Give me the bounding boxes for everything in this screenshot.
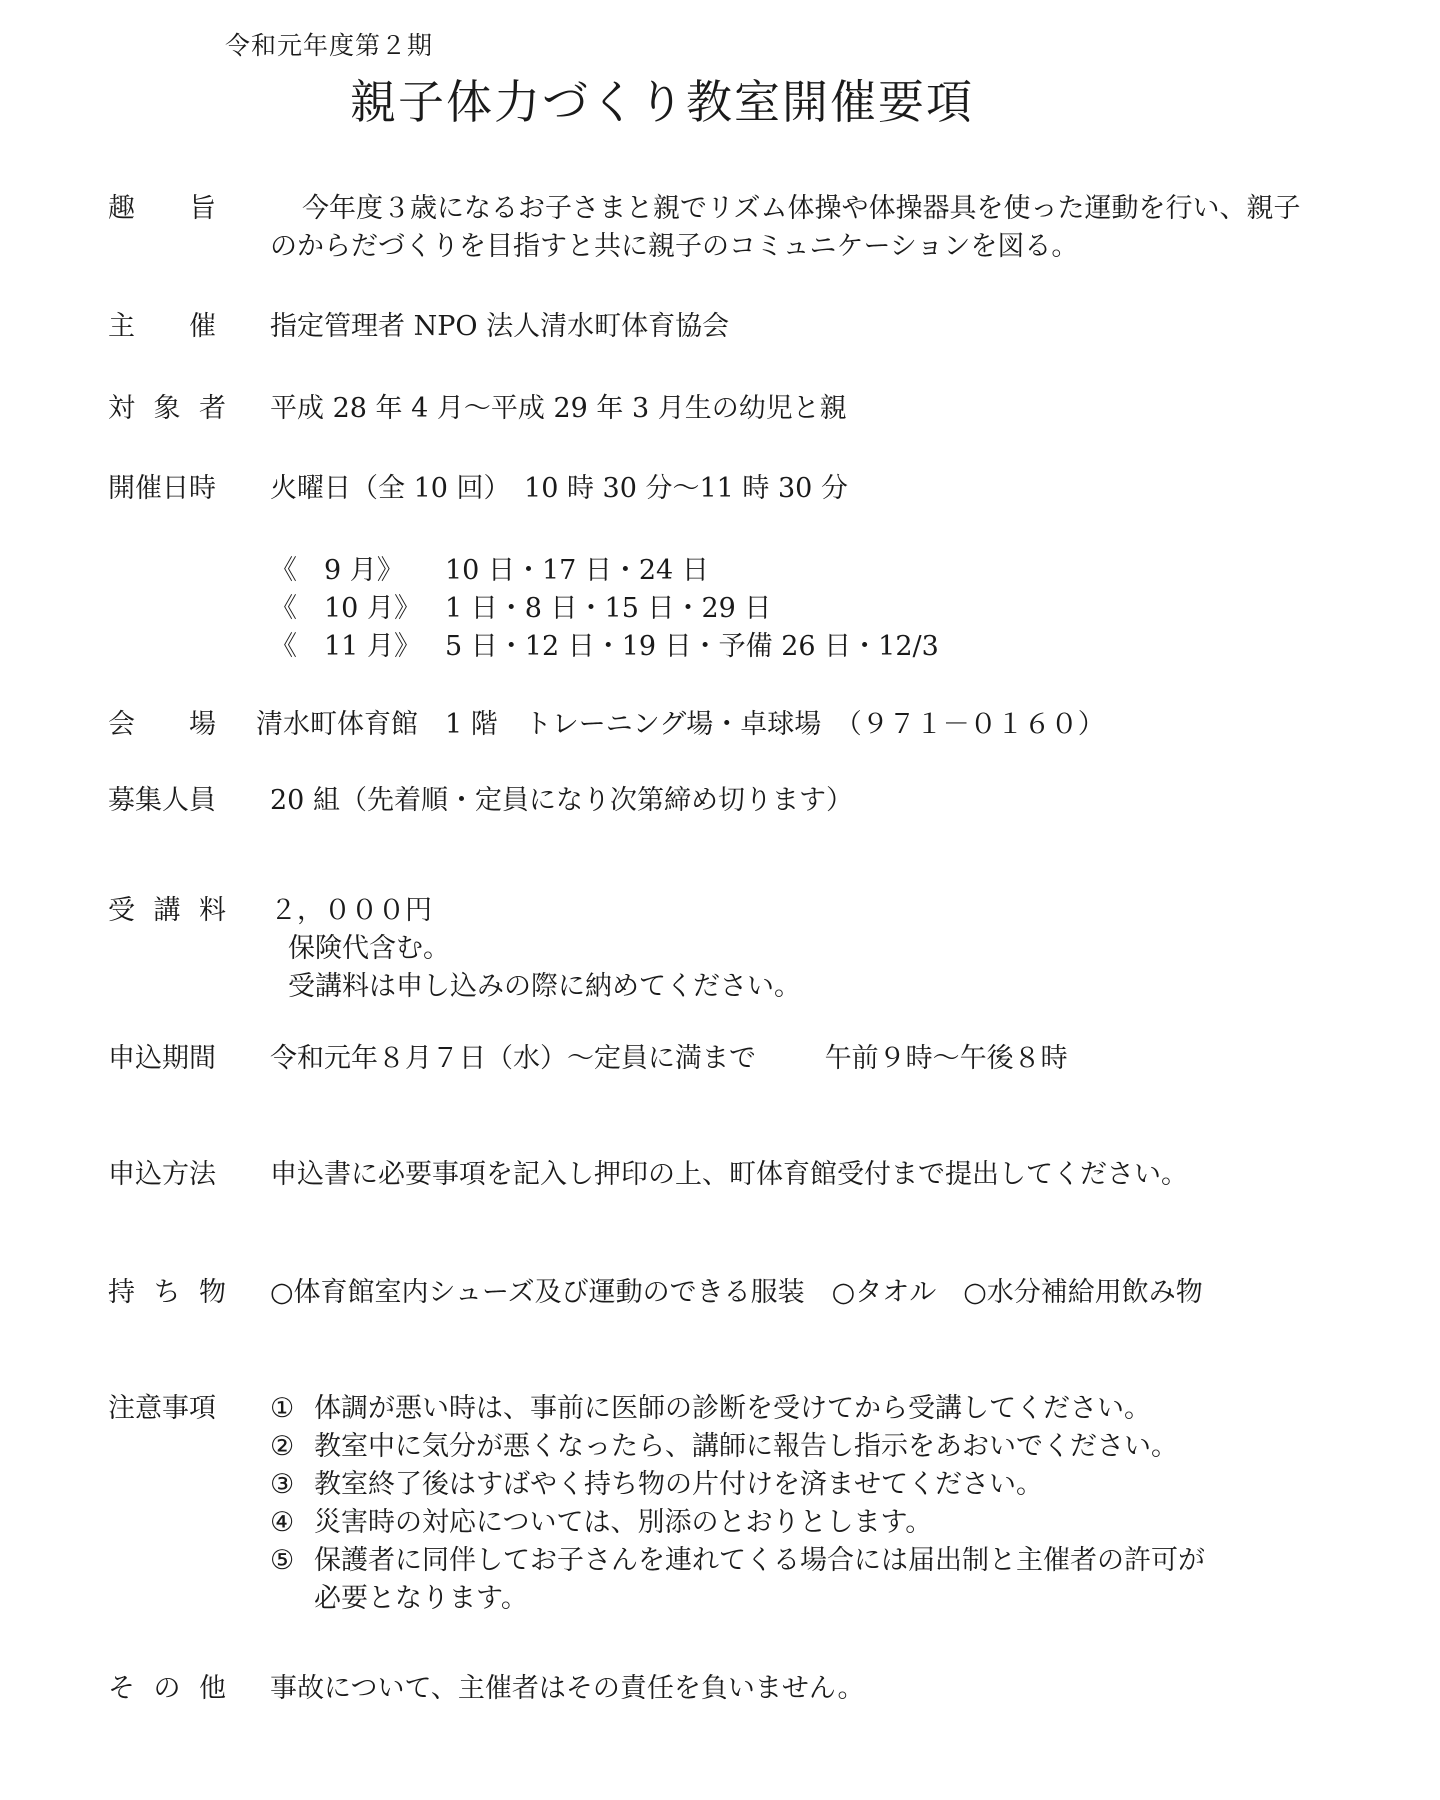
target-label-char-2: 象 — [153, 393, 181, 424]
capacity-value: 20 組（先着順・定員になり次第締め切ります） — [270, 785, 853, 816]
note-5-continuation: 必要となります。 — [314, 1583, 528, 1614]
note-item — [270, 1504, 1400, 1542]
schedule-days: 10 日・17 日・24 日 — [445, 555, 709, 586]
purpose-label: 趣 旨 — [108, 193, 216, 224]
period-text: 令和元年度第２期 — [225, 31, 434, 60]
application-period-label: 申込期間 — [108, 1043, 216, 1074]
other-label-char-2: の — [153, 1673, 181, 1704]
other-label — [108, 1670, 226, 1708]
purpose-line-1: 今年度３歳になるお子さまと親でリズム体操や体操器具を使った運動を行い、親子 — [302, 193, 1301, 224]
note-number: ② — [270, 1431, 295, 1462]
application-hours: 午前９時～午後８時 — [824, 1043, 1068, 1074]
organizer-label: 主 催 — [108, 311, 216, 342]
belongings-label-char-1: 持 — [108, 1277, 135, 1308]
note-number: ⑤ — [270, 1545, 295, 1576]
fee-note-2: 受講料は申し込みの際に納めてください。 — [288, 971, 801, 1002]
note-text: 教室中に気分が悪くなったら、講師に報告し指示をあおいでください。 — [314, 1431, 1178, 1462]
note-item — [270, 1466, 1400, 1504]
belongings-label-char-2: ち — [153, 1277, 181, 1308]
schedule-month: 《 9 月》 — [270, 555, 404, 586]
fee-amount: ２，０００円 — [270, 895, 432, 926]
note-text: 保護者に同伴してお子さんを連れてくる場合には届出制と主催者の許可が — [314, 1545, 1205, 1576]
schedule-month-row — [270, 552, 1400, 590]
belongings-value: ○体育館室内シューズ及び運動のできる服装 ○タオル ○水分補給用飲み物 — [270, 1277, 1203, 1308]
note-number: ① — [270, 1393, 295, 1424]
fee-label — [108, 892, 226, 930]
note-item — [270, 1390, 1400, 1428]
other-value: 事故について、主催者はその責任を負いません。 — [270, 1673, 865, 1704]
target-value: 平成 28 年 4 月～平成 29 年 3 月生の幼児と親 — [270, 393, 847, 424]
schedule-month: 《 10 月》 — [270, 593, 421, 624]
fee-label-char-3: 料 — [199, 895, 226, 926]
schedule-month-row — [270, 590, 1400, 628]
organizer-value: 指定管理者 NPO 法人清水町体育協会 — [270, 311, 730, 342]
note-text: 教室終了後はすばやく持ち物の片付けを済ませてください。 — [314, 1469, 1043, 1500]
application-method-label: 申込方法 — [108, 1159, 216, 1190]
schedule-label: 開催日時 — [108, 473, 216, 504]
schedule-month-row — [270, 628, 1400, 666]
schedule-month: 《 11 月》 — [270, 631, 421, 662]
belongings-label — [108, 1274, 226, 1312]
target-label-char-1: 対 — [108, 393, 135, 424]
venue-label: 会 場 — [108, 709, 216, 740]
note-text: 体調が悪い時は、事前に医師の診断を受けてから受講してください。 — [314, 1393, 1151, 1424]
note-item — [270, 1428, 1400, 1466]
fee-label-char-1: 受 — [108, 895, 135, 926]
purpose-line-2: のからだづくりを目指すと共に親子のコミュニケーションを図る。 — [270, 231, 1079, 262]
document-title: 親子体力づくり教室開催要項 — [350, 75, 974, 129]
application-method-value: 申込書に必要事項を記入し押印の上、町体育館受付まで提出してください。 — [270, 1159, 1188, 1190]
note-text: 災害時の対応については、別添のとおりとします。 — [314, 1507, 933, 1538]
schedule-days: 5 日・12 日・19 日・予備 26 日・12/3 — [445, 631, 939, 662]
schedule-days: 1 日・8 日・15 日・29 日 — [445, 593, 772, 624]
venue-value: 清水町体育館 1 階 トレーニング場・卓球場 （９７１－０１６０） — [256, 709, 1105, 740]
target-label — [108, 390, 226, 428]
capacity-label: 募集人員 — [108, 785, 216, 816]
fee-note-1: 保険代含む。 — [288, 933, 450, 964]
belongings-label-char-3: 物 — [199, 1277, 226, 1308]
notes-label: 注意事項 — [108, 1393, 216, 1424]
note-number: ④ — [270, 1507, 295, 1538]
note-item — [270, 1542, 1400, 1580]
note-number: ③ — [270, 1469, 295, 1500]
other-label-char-3: 他 — [199, 1673, 226, 1704]
application-period-value: 令和元年８月７日（水）～定員に満まで — [270, 1043, 756, 1074]
fee-label-char-2: 講 — [153, 895, 181, 926]
schedule-summary: 火曜日（全 10 回） 10 時 30 分～11 時 30 分 — [270, 473, 848, 504]
target-label-char-3: 者 — [199, 393, 226, 424]
application-period-row — [270, 1040, 1400, 1078]
other-label-char-1: そ — [108, 1673, 135, 1704]
